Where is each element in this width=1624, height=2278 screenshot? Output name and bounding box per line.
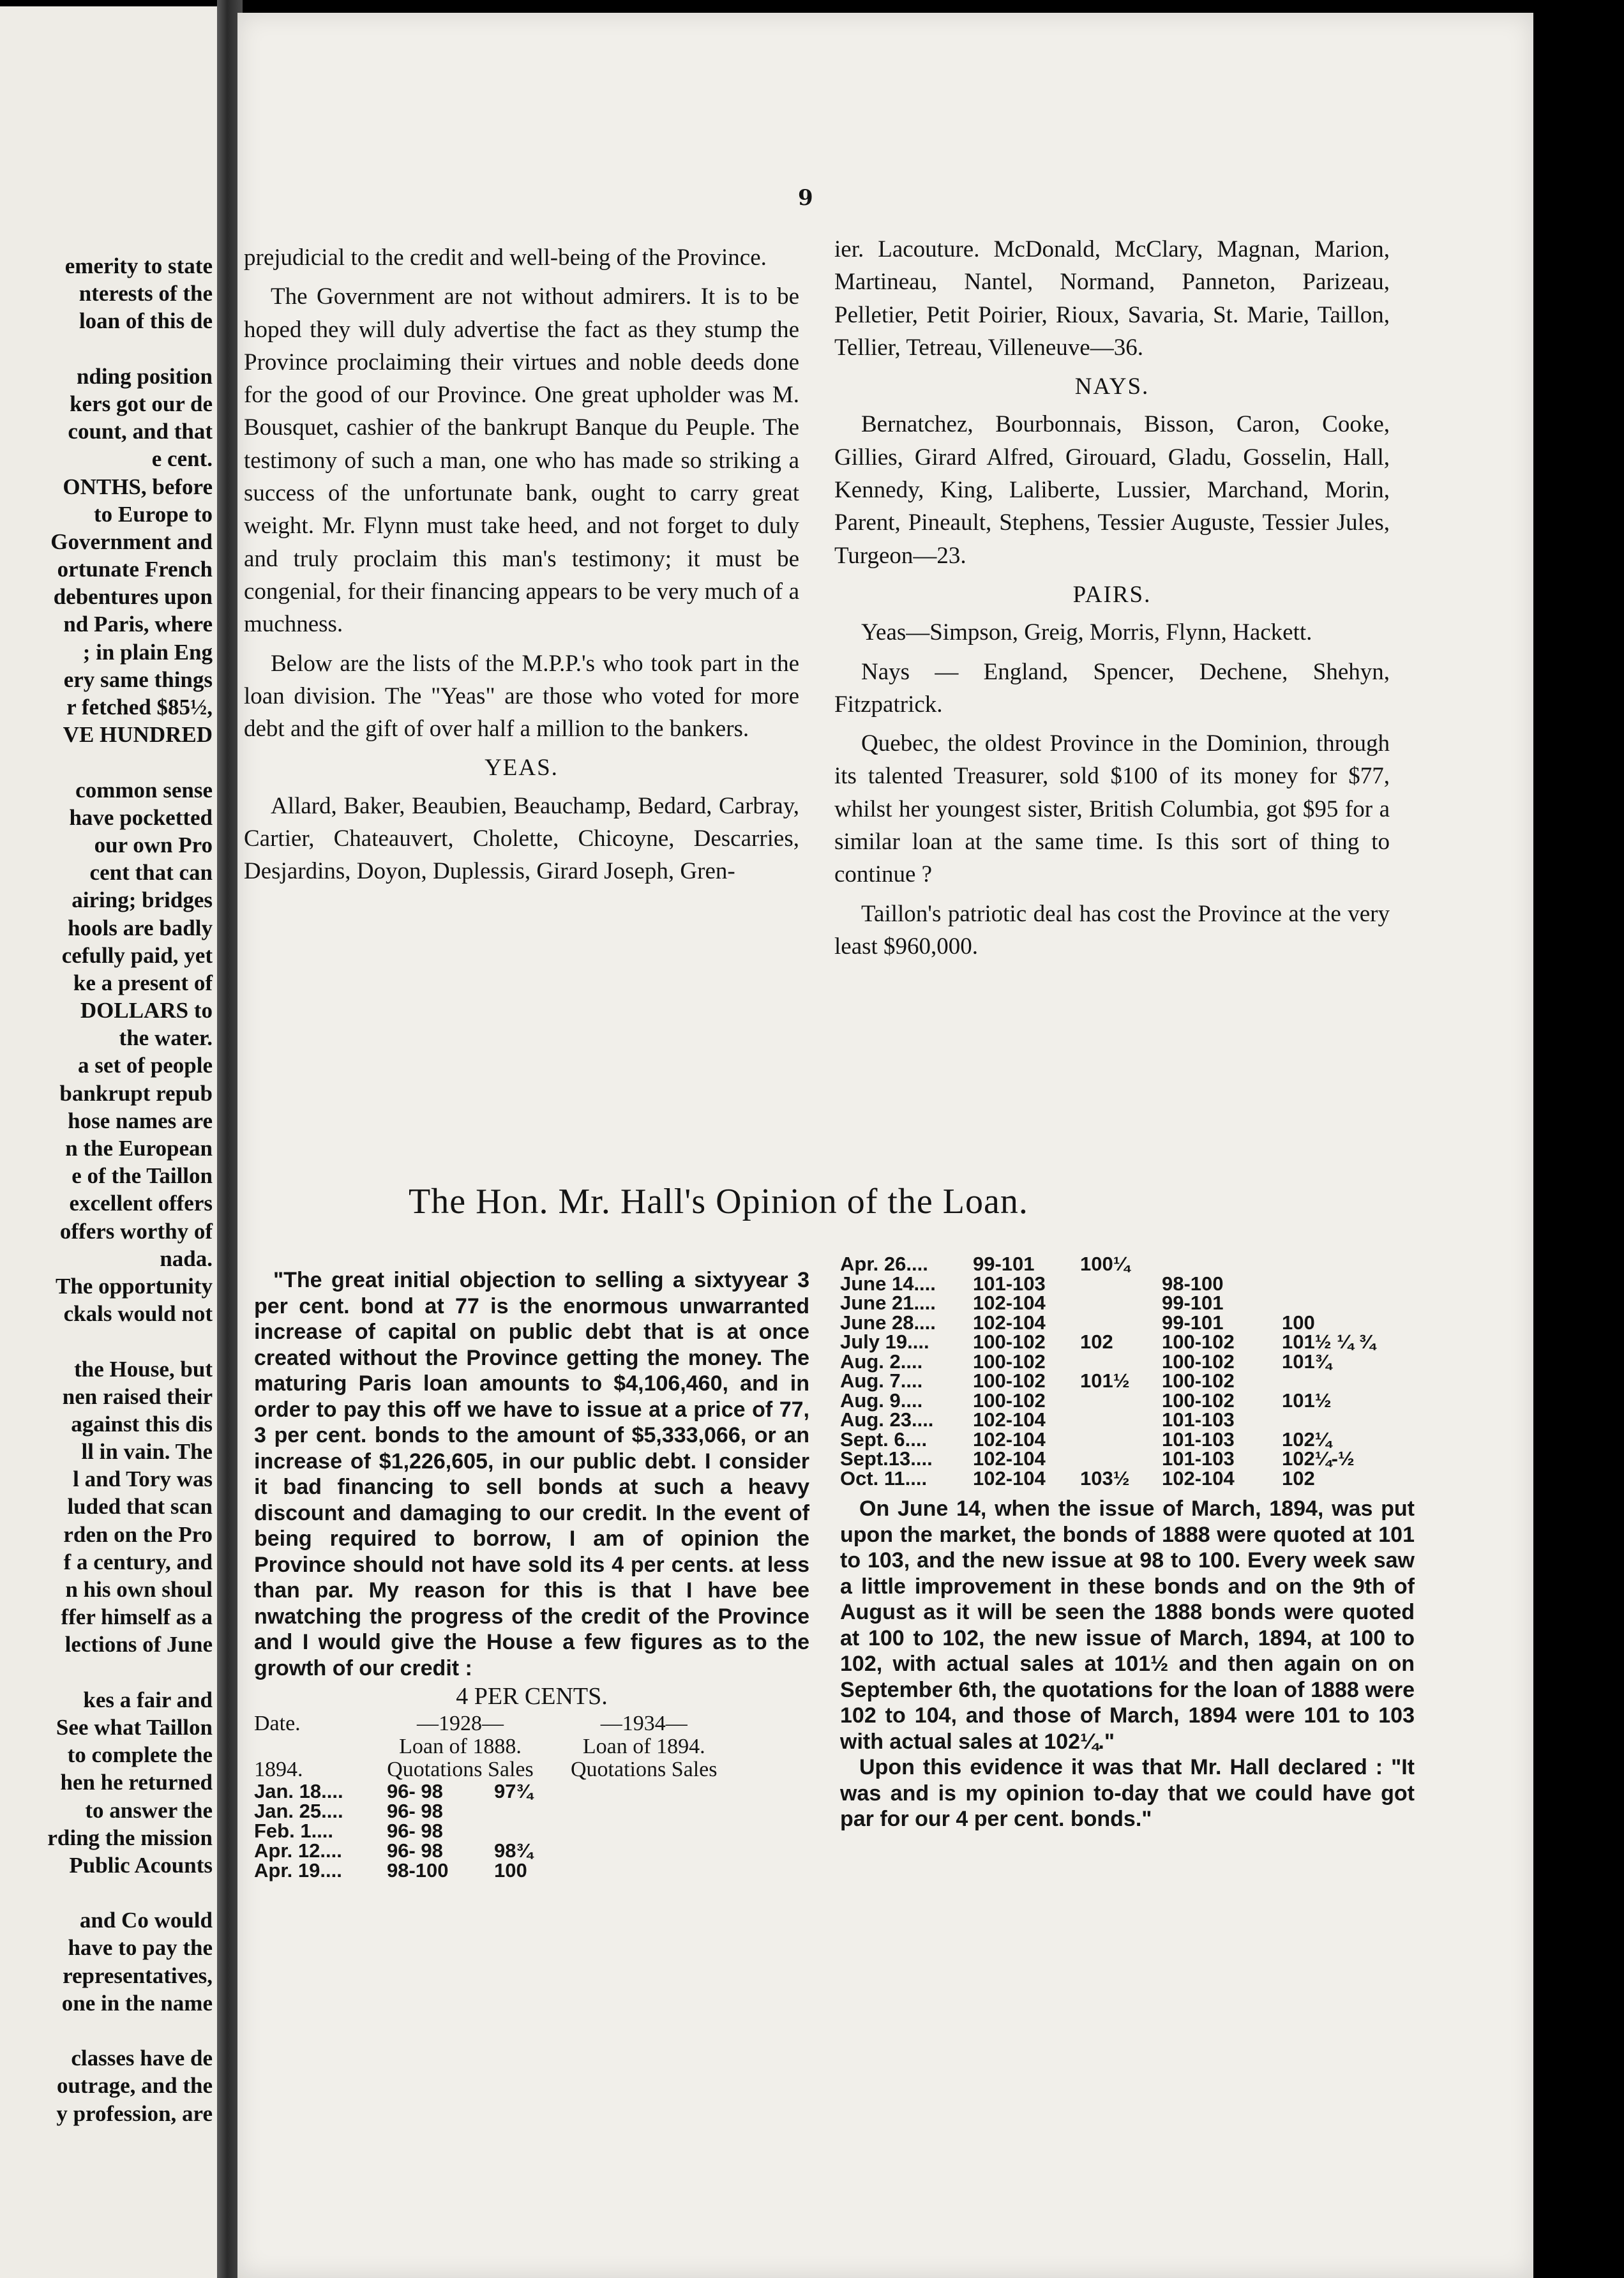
table-cell-q2: 102-104: [1162, 1467, 1235, 1490]
quote-paragraph: On June 14, when the issue of March, 1894, was put upon the market, the bonds of 1888 were quoted at 101 to 103, and the new issue at 98 to 100. Every week saw a little improvement in these bonds and on the 9th of August as it will be seen the 1888 bonds were quoted at 100 to 102, the new issue of March, 1894, at 100 to 102, with actual sales at 101½ and then again on on September 6th, the quotations for the loan of 1888 were 102 to 104, and those of March, 1894 were 101 to 103 with actual sales at 102¼.": [840, 1497, 1415, 1754]
nays-list: Bernatchez, Bourbonnais, Bisson, Caron, Cooke, Gillies, Girard Alfred, Girouard, Gladu, Gosselin, Hall, Kennedy, King, Laliberte, Lussier, Marchand, Morin, Parent, Pineault, Stephens, Tessier Auguste, Tessier Jules, Turgeon—23.: [834, 411, 1390, 569]
table-cell-q1: 99-101: [973, 1253, 1035, 1275]
table-row: [840, 1430, 1389, 1450]
facing-page-line: to complete the: [67, 1742, 213, 1768]
table-row: [840, 1371, 1389, 1391]
table-heading: 4 PER CENTS.: [456, 1683, 608, 1710]
table-row: [840, 1410, 1389, 1430]
facing-page-line: to Europe to: [93, 501, 213, 527]
table-cell-date: Jan. 25....: [254, 1799, 343, 1822]
header-year-label: 1894.: [254, 1757, 303, 1781]
table-cell-date: Sept. 6....: [840, 1428, 928, 1451]
facing-page-line: nterests of the: [79, 281, 213, 306]
table-cell-q1: 101-103: [973, 1272, 1046, 1295]
facing-page-line: to answer the: [85, 1797, 213, 1823]
page-number: 9: [798, 185, 813, 211]
table-cell-s1: 103½: [1080, 1467, 1130, 1490]
header-year-1928: —1928—: [417, 1711, 504, 1735]
table-cell-q2: 101-103: [1162, 1447, 1235, 1470]
table-row: [254, 1801, 803, 1821]
facing-page-line: ke a present of: [73, 970, 213, 995]
table-cell-s2: [1282, 1274, 1389, 1294]
header-quotations-sales-b: Quotations Sales: [571, 1757, 718, 1781]
facing-page-line: [0, 335, 213, 363]
table-cell-date: June 14....: [840, 1272, 936, 1295]
table-cell-s1: 101½: [1080, 1369, 1130, 1392]
facing-page-line: debentures upon: [53, 584, 213, 610]
facing-page-line: bankrupt repub: [59, 1080, 213, 1106]
facing-page-line: rding the mission: [47, 1825, 213, 1850]
table-cell-s1: 98¾: [494, 1839, 533, 1862]
table-cell-date: Feb. 1....: [254, 1819, 334, 1842]
quotes-table-header: [254, 1712, 722, 1781]
header-date: Date.: [254, 1711, 301, 1735]
facing-page-line: rden on the Pro: [63, 1521, 213, 1547]
paragraph: Upon this evidence it was that Mr. Hall declared : "It was and is my opinion to-day that we could have got par for our 4 per cent. bonds.": [840, 1755, 1415, 1831]
table-cell-q1: 100-102: [973, 1369, 1046, 1392]
facing-page-line: ckals would not: [63, 1301, 213, 1327]
quotes-table-rows-a: [254, 1781, 803, 1880]
table-cell-s2: [696, 1841, 803, 1860]
table-row: [840, 1469, 1389, 1489]
table-cell-date: Jan. 18....: [254, 1779, 343, 1802]
table-row: [840, 1294, 1389, 1313]
facing-page-line: loan of this de: [79, 308, 213, 334]
table-cell-s2: 101½: [1282, 1389, 1332, 1412]
table-cell-q1: 102-104: [973, 1311, 1046, 1334]
header-quotations-sales-a: Quotations Sales: [387, 1757, 534, 1781]
table-cell-s2: 102¼-½: [1282, 1447, 1355, 1470]
table-cell-s2: 102: [1282, 1467, 1315, 1490]
facing-page-line: ery same things: [63, 667, 213, 692]
facing-page-line: l and Tory was: [73, 1467, 213, 1492]
facing-page-text: [0, 252, 213, 2127]
table-cell-q1: 100-102: [973, 1389, 1046, 1412]
table-cell-date: June 21....: [840, 1292, 936, 1314]
nays-heading: NAYS.: [1074, 373, 1150, 400]
facing-page-line: hose names are: [68, 1108, 213, 1133]
paragraph: Below are the lists of the M.P.P.'s who took part in the loan division. The "Yeas" are those who voted for more debt and the gift of over half a million to the bankers.: [244, 650, 799, 743]
facing-page-fragment: [0, 6, 220, 2278]
pairs-heading: PAIRS.: [1072, 581, 1152, 608]
facing-page-line: classes have de: [71, 2046, 213, 2071]
table-cell-date: Apr. 12....: [254, 1839, 342, 1862]
table-cell-q2: [576, 1860, 696, 1880]
paragraph: Quebec, the oldest Province in the Dominion, through its talented Treasurer, sold $100 of its money for $77, whilst her youngest sister, British Columbia, got $95 for a similar loan at the same time. Is this sort of thing to continue ?: [834, 730, 1390, 888]
facing-page-line: ll in vain. The: [81, 1439, 213, 1465]
facing-page-line: have to pay the: [68, 1935, 213, 1961]
pairs-yeas: Yeas—Simpson, Greig, Morris, Flynn, Hackett.: [861, 619, 1312, 646]
table-cell-q1: 102-104: [973, 1467, 1046, 1490]
table-cell-date: Apr. 19....: [254, 1859, 342, 1882]
table-cell-s1: [1080, 1410, 1162, 1430]
table-cell-q2: 100-102: [1162, 1389, 1235, 1412]
table-cell-date: Aug. 2....: [840, 1350, 923, 1373]
table-cell-s1: 102: [1080, 1331, 1113, 1353]
facing-page-line: kers got our de: [70, 391, 213, 416]
facing-page-line: nada.: [160, 1246, 213, 1271]
facing-page-line: the water.: [119, 1025, 213, 1051]
table-cell-date: Aug. 23....: [840, 1408, 934, 1431]
table-cell-q2: 100-102: [1162, 1350, 1235, 1373]
facing-page-line: have pocketted: [69, 804, 213, 830]
table-row: [254, 1821, 803, 1841]
facing-page-line: [0, 2017, 213, 2044]
table-row: [254, 1841, 803, 1860]
facing-page-line: emerity to state: [64, 253, 213, 278]
column-1: [244, 241, 799, 894]
table-cell-q2: [576, 1841, 696, 1860]
facing-page-line: ONTHS, before: [63, 474, 213, 499]
table-cell-s1: [1080, 1391, 1162, 1411]
table-cell-s2: [1282, 1255, 1389, 1274]
table-cell-s1: [1080, 1294, 1162, 1313]
table-cell-q2: [1162, 1255, 1282, 1274]
facing-page-line: lections of June: [64, 1632, 213, 1657]
facing-page-line: e cent.: [151, 446, 213, 472]
facing-page-line: n the European: [65, 1136, 213, 1161]
facing-page-line: f a century, and: [63, 1549, 213, 1574]
table-cell-q2: 100-102: [1162, 1369, 1235, 1392]
table-row: [840, 1449, 1389, 1469]
facing-page-line: [0, 748, 213, 776]
facing-page-line: See what Taillon: [56, 1714, 213, 1740]
facing-page-line: count, and that: [68, 419, 213, 444]
header-loan-1888: Loan of 1888.: [399, 1734, 522, 1758]
table-cell-s1: [494, 1821, 576, 1841]
table-cell-q2: 101-103: [1162, 1408, 1235, 1431]
table-cell-s2: 101¾: [1282, 1350, 1332, 1373]
table-cell-date: Sept.13....: [840, 1447, 933, 1470]
table-cell-s1: [1080, 1449, 1162, 1469]
table-cell-s2: [1282, 1410, 1389, 1430]
facing-page-line: [0, 1879, 213, 1906]
table-cell-q1: 100-102: [973, 1350, 1046, 1373]
table-cell-s2: 101½ ¼ ¾: [1282, 1331, 1376, 1353]
table-cell-q2: [576, 1781, 696, 1801]
facing-page-line: nd Paris, where: [63, 612, 213, 637]
quotes-table-rows-b: [840, 1255, 1389, 1488]
table-cell-q1: 96- 98: [387, 1819, 443, 1842]
facing-page-line: one in the name: [61, 1990, 213, 2016]
pairs-nays: Nays — England, Spencer, Dechene, Shehyn, Fitzpatrick.: [834, 658, 1390, 718]
column-4: [840, 1255, 1415, 1832]
facing-page-line: y profession, are: [56, 2101, 213, 2126]
facing-page-line: Government and: [50, 529, 213, 554]
table-cell-s1: 97¾: [494, 1779, 533, 1802]
header-year-1934: —1934—: [600, 1711, 688, 1735]
table-cell-q1: 102-104: [973, 1447, 1046, 1470]
table-cell-q1: 96- 98: [387, 1839, 443, 1862]
table-cell-s2: [1282, 1371, 1389, 1391]
facing-page-line: hen he returned: [60, 1770, 213, 1795]
facing-page-line: a set of people: [78, 1053, 213, 1078]
facing-page-line: excellent offers: [69, 1191, 213, 1216]
facing-page-line: the House, but: [74, 1356, 213, 1382]
table-cell-q1: 100-102: [973, 1331, 1046, 1353]
facing-page-line: The opportunity: [55, 1273, 213, 1299]
facing-page-line: our own Pro: [94, 832, 213, 857]
table-cell-s2: 102¼: [1282, 1428, 1332, 1451]
facing-page-line: DOLLARS to: [80, 998, 213, 1023]
table-cell-date: June 28....: [840, 1311, 936, 1334]
quote-paragraph: "The great initial objection to selling a sixtyyear 3 per cent. bond at 77 is the enormous unwarranted increase of capital on public debt that is at once created without the Province getting the money. The maturing Paris loan amounts to $4,106,460, and in order to pay this off we have to issue at a price of 77, 3 per cent. bonds to the amount of $5,333,066, or an increase of $1,226,605, in our public debt. I consider it bad financing to sell bonds at such a heavy discount and damaging to our credit. In the event of being required to borrow, I am of opinion the Province should not have sold its 4 per cents. at less than par. My reason for this is that I have bee nwatching the progress of the credit of the Province and I would give the House a few figures as to the growth of our credit :: [254, 1268, 809, 1680]
table-row: [840, 1255, 1389, 1274]
table-row: [254, 1860, 803, 1880]
facing-page-line: [0, 1659, 213, 1686]
table-cell-date: Aug. 9....: [840, 1389, 923, 1412]
table-cell-q1: 96- 98: [387, 1799, 443, 1822]
table-cell-s1: [1080, 1352, 1162, 1372]
table-row: [840, 1352, 1389, 1372]
facing-page-line: common sense: [75, 777, 213, 803]
article-title: The Hon. Mr. Hall's Opinion of the Loan.: [409, 1182, 1028, 1221]
table-cell-s2: [1282, 1294, 1389, 1313]
table-cell-q2: 100-102: [1162, 1331, 1235, 1353]
facing-page-line: outrage, and the: [56, 2073, 213, 2099]
paragraph: The Government are not without admirers. It is to be hoped they will duly advertise the fact as they stump the Province proclaiming their virtues and noble deeds done for the good of our Province. One great upholder was M. Bousquet, cashier of the bankrupt Banque du Peuple. The testimony of such a man, one who has made so striking a success of the unfortunate bank, ought to carry great weight. Mr. Flynn must take heed, and not forget to duly and truly proclaim this man's testimony; it must be congenial, for their financing appears to be very much of a muchness.: [244, 283, 799, 638]
facing-page-line: Public Acounts: [69, 1852, 213, 1878]
facing-page-line: r fetched $85½,: [66, 695, 213, 720]
table-cell-s1: [1080, 1274, 1162, 1294]
facing-page-line: [0, 1327, 213, 1355]
facing-page-line: cefully paid, yet: [61, 942, 213, 968]
table-cell-q1: 102-104: [973, 1292, 1046, 1314]
table-cell-s1: 100: [494, 1859, 527, 1882]
table-row: [840, 1391, 1389, 1411]
table-cell-date: Apr. 26....: [840, 1253, 928, 1275]
table-cell-q2: 98-100: [1162, 1272, 1224, 1295]
table-cell-s1: [1080, 1313, 1162, 1333]
header-loan-1894: Loan of 1894.: [582, 1734, 705, 1758]
facing-page-line: ffer himself as a: [61, 1604, 213, 1630]
table-cell-q2: 101-103: [1162, 1428, 1235, 1451]
table-cell-s2: [696, 1860, 803, 1880]
facing-page-line: nding position: [76, 363, 213, 389]
table-cell-q1: 96- 98: [387, 1779, 443, 1802]
facing-page-line: ortunate French: [57, 557, 213, 582]
table-cell-s1: [1080, 1430, 1162, 1450]
facing-page-line: offers worthy of: [59, 1218, 213, 1244]
facing-page-line: nen raised their: [62, 1384, 213, 1409]
column-3: [254, 1267, 809, 1880]
table-row: [840, 1332, 1389, 1352]
table-cell-s2: [696, 1821, 803, 1841]
yeas-list: Allard, Baker, Beaubien, Beauchamp, Bedard, Carbray, Cartier, Chateauvert, Cholette, Chicoyne, Descarries, Desjardins, Doyon, Duplessis, Girard Joseph, Gren-: [244, 792, 799, 885]
facing-page-line: against this dis: [71, 1411, 213, 1437]
paragraph: prejudicial to the credit and well-being of the Province.: [244, 245, 767, 271]
table-cell-q2: 99-101: [1162, 1292, 1224, 1314]
facing-page-line: VE HUNDRED: [63, 722, 213, 748]
table-cell-date: Aug. 7....: [840, 1369, 923, 1392]
column-2: [834, 233, 1390, 969]
table-cell-s2: [696, 1781, 803, 1801]
table-cell-q1: 98-100: [387, 1859, 449, 1882]
facing-page-line: n his own shoul: [65, 1577, 213, 1602]
yeas-list-continued: ier. Lacouture. McDonald, McClary, Magnan, Marion, Martineau, Nantel, Normand, Panneton, Parizeau, Pelletier, Petit Poirier, Rioux, Savaria, St. Marie, Taillon, Tellier, Tetreau, Villeneuve—36.: [834, 236, 1390, 361]
facing-page-line: representatives,: [63, 1963, 213, 1988]
table-cell-q2: 99-101: [1162, 1311, 1224, 1334]
table-cell-q1: 102-104: [973, 1428, 1046, 1451]
table-cell-s1: 100¼: [1080, 1253, 1130, 1275]
paragraph: Taillon's patriotic deal has cost the Province at the very least $960,000.: [834, 900, 1390, 960]
facing-page-line: airing; bridges: [71, 887, 213, 913]
facing-page-line: kes a fair and: [83, 1687, 213, 1712]
table-cell-date: Oct. 11....: [840, 1467, 928, 1490]
table-cell-q2: [576, 1821, 696, 1841]
table-cell-s2: 100: [1282, 1311, 1315, 1334]
table-cell-s1: [494, 1801, 576, 1821]
facing-page-line: and Co would: [79, 1908, 213, 1933]
facing-page-line: cent that can: [89, 860, 213, 886]
table-row: [840, 1313, 1389, 1333]
table-cell-date: July 19....: [840, 1331, 929, 1353]
table-row: [254, 1781, 803, 1801]
table-cell-q2: [576, 1801, 696, 1821]
table-cell-s2: [696, 1801, 803, 1821]
facing-page-line: luded that scan: [67, 1494, 213, 1520]
facing-page-line: hools are badly: [68, 915, 213, 940]
table-cell-q1: 102-104: [973, 1408, 1046, 1431]
yeas-heading: YEAS.: [485, 755, 559, 781]
table-row: [840, 1274, 1389, 1294]
facing-page-line: e of the Taillon: [71, 1163, 213, 1189]
facing-page-line: ; in plain Eng: [82, 639, 213, 665]
